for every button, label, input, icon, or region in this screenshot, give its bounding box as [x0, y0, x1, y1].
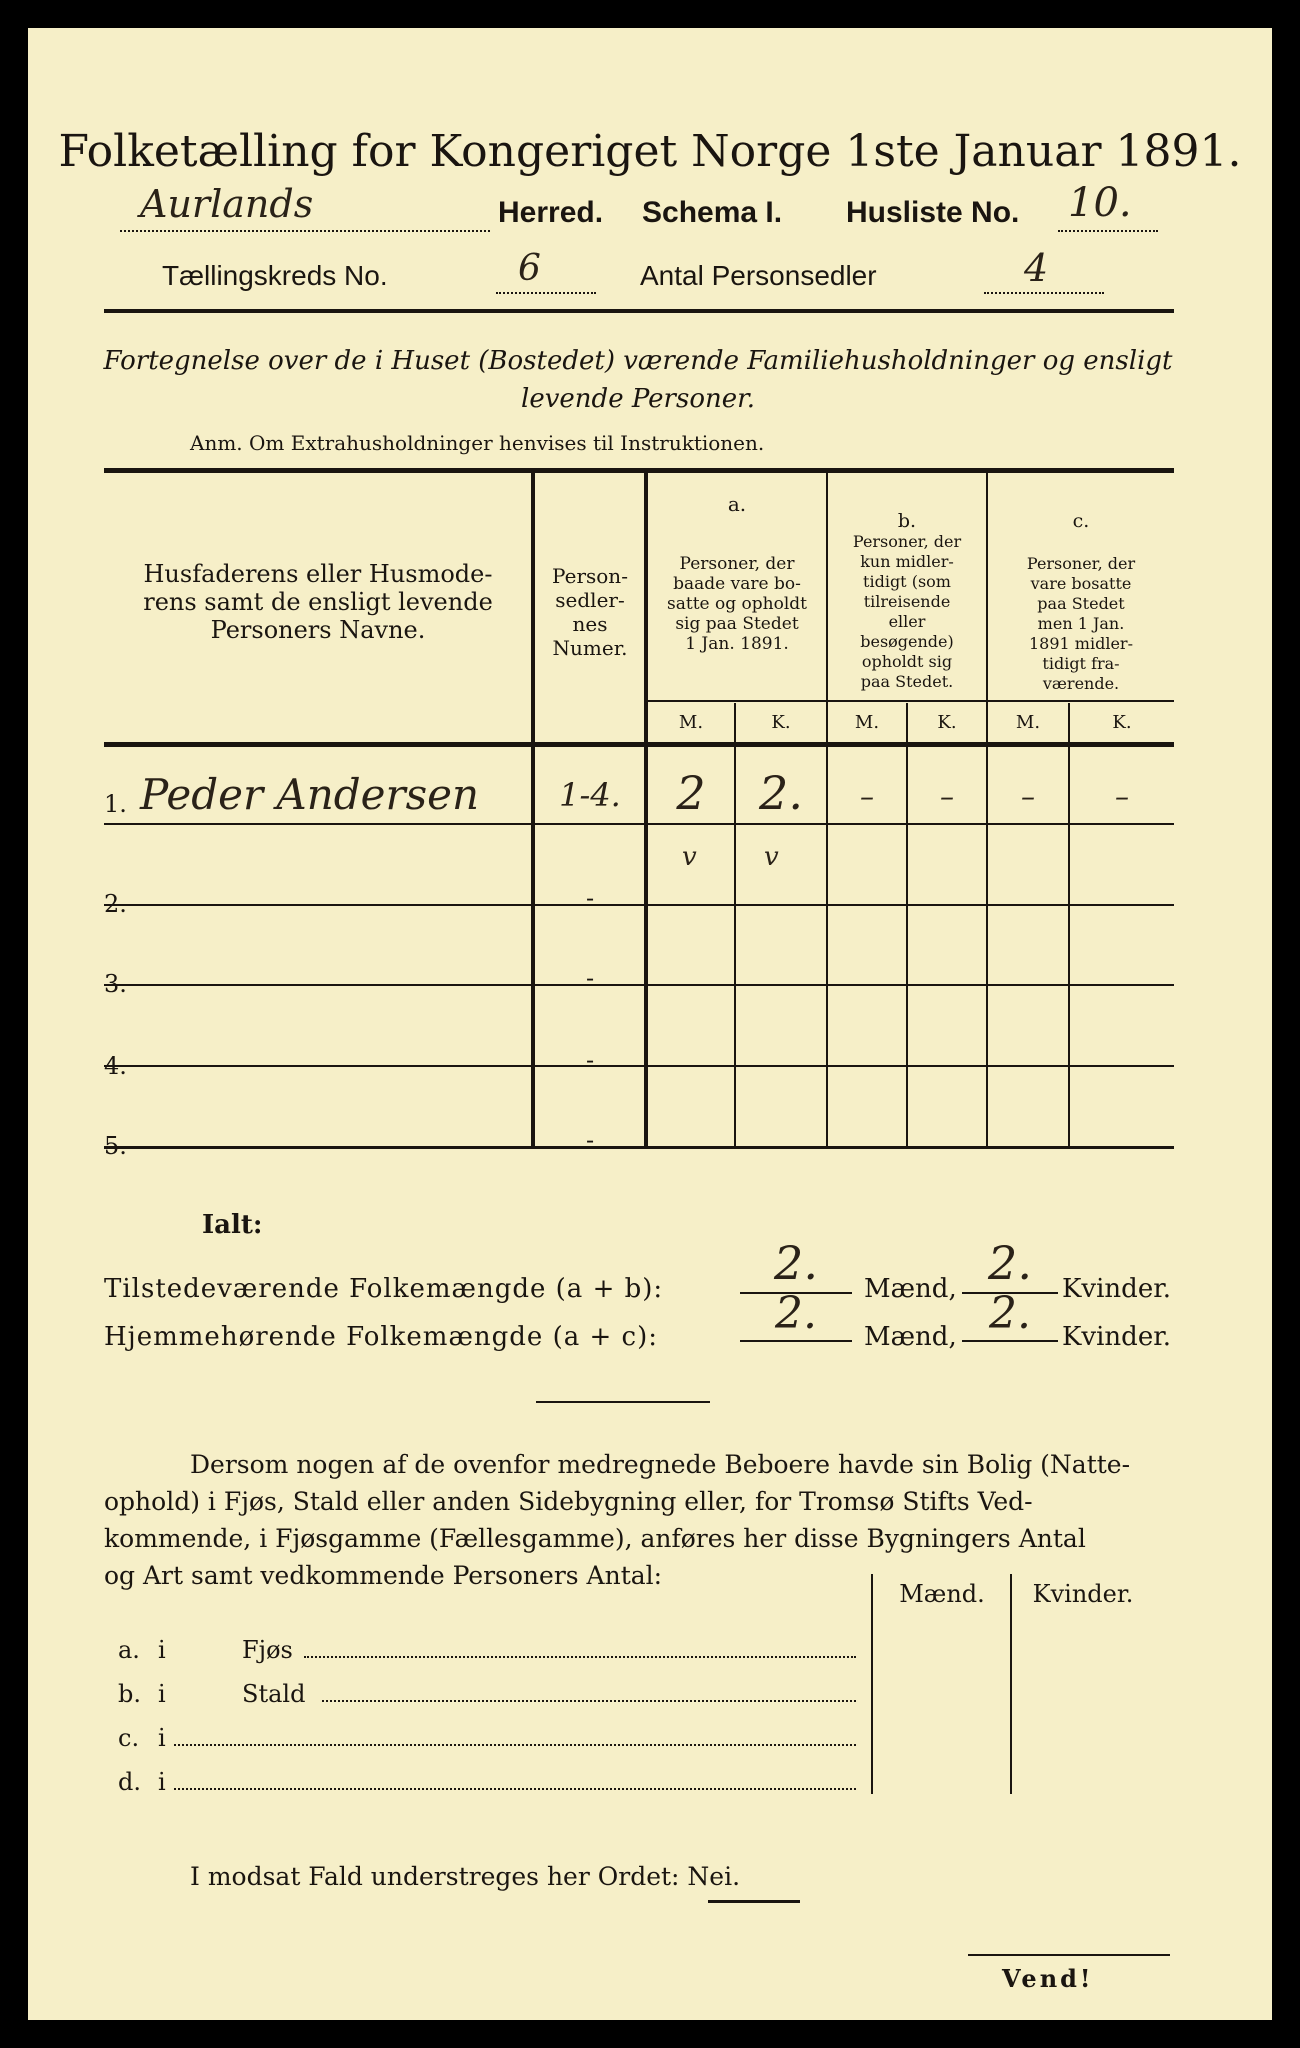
herred-value: Aurlands [140, 182, 314, 226]
col-name-header: Husfaderens eller Husmode- rens samt de ensligt levende Personers Navne. [143, 560, 493, 644]
section-divider [536, 1401, 710, 1403]
table-top-rule [104, 468, 1174, 473]
total-1-maend: Mænd, [864, 1274, 957, 1304]
total-1-kvinder: Kvinder. [1062, 1274, 1172, 1304]
herred-field [120, 182, 490, 232]
col-c-header: Personer, der vare bosatte paa Stedet men 1 Jan. 1891 midler- tidigt fra- værende. [1026, 554, 1136, 693]
antal-value: 4 [1024, 246, 1049, 290]
row-1-c-k: – [1115, 780, 1129, 813]
buildings-col-kvinder: Kvinder. [1032, 1580, 1134, 1608]
kreds-label: Tællingskreds No. [162, 260, 388, 291]
row-4-num: 4. [104, 1052, 127, 1080]
intro-line1: Fortegnelse over de i Huset (Bostedet) værende Familiehusholdninger og ensligt [103, 346, 1173, 376]
building-b-letter: b. [118, 1680, 141, 1708]
building-b-dots [322, 1698, 856, 1702]
census-form [28, 28, 1272, 2020]
row-1-check-m: v [682, 842, 697, 872]
building-a-dots [304, 1654, 856, 1658]
schema-label: Schema I. [642, 196, 783, 229]
vend-rule [968, 1954, 1170, 1956]
total-1-label: Tilstedeværende Folkemængde (a + b): [104, 1274, 664, 1304]
mk-c-m: M. [1015, 712, 1041, 733]
col-c-letter: c. [1072, 510, 1090, 532]
antal-field [984, 246, 1104, 294]
building-d-letter: d. [118, 1768, 141, 1796]
total-1-k: 2. [988, 1236, 1032, 1290]
col-num-header: Person- sedler- nes Numer. [552, 564, 628, 660]
building-b-label: Stald [242, 1680, 306, 1708]
vend-label: Vend! [1002, 1964, 1094, 1993]
row-1-a-k: 2. [759, 766, 803, 820]
col-divider-b-mk [906, 703, 908, 1146]
row-2-num: 2. [104, 890, 127, 918]
nei-underline [708, 1900, 800, 1903]
kreds-value: 6 [518, 248, 541, 289]
modsat-note: I modsat Fald understreges her Ordet: Nei. [190, 1862, 741, 1891]
col-a-header: Personer, der baade vare bo- satte og opholdt sig paa Stedet 1 Jan. 1891. [667, 554, 807, 654]
building-c-i: i [158, 1724, 166, 1752]
table-header-rule [104, 742, 1174, 747]
buildings-paragraph: Dersom nogen af de ovenfor medregnede Beboere havde sin Bolig (Natte- ophold) i Fjøs, Stald eller anden Sidebygning eller, for Tromsø Stifts Ved- kommende, i Fjøsgamme (Fællesgamme), anføres her disse Bygningers Antal og Art samt vedkommende Personers Antal: [104, 1450, 1131, 1590]
row-1-b-m: – [860, 780, 874, 813]
husliste-field [1058, 180, 1158, 232]
row-5-sedler: - [585, 1126, 595, 1154]
mk-rule [646, 700, 1174, 702]
mk-c-k: K. [1112, 712, 1132, 733]
intro-line2: levende Personer. [521, 384, 755, 414]
row-3-sedler: - [585, 964, 595, 992]
building-c-letter: c. [118, 1724, 140, 1752]
col-b-header: Personer, der kun midler- tidigt (som tilreisende eller besøgende) opholdt sig paa Stedet. [852, 532, 962, 691]
row-3-num: 3. [104, 970, 127, 998]
antal-label: Antal Personsedler [640, 260, 877, 291]
kreds-field [496, 248, 596, 294]
row-line-1 [104, 823, 1174, 825]
mk-a-k: K. [771, 712, 791, 733]
building-d-i: i [158, 1768, 166, 1796]
building-a-label: Fjøs [242, 1636, 293, 1664]
building-a-letter: a. [118, 1636, 140, 1664]
husliste-label: Husliste No. [846, 196, 1020, 229]
col-b-letter: b. [897, 510, 917, 532]
building-c-dots [174, 1742, 856, 1746]
buildings-col-maend: Mænd. [899, 1580, 985, 1608]
mk-a-m: M. [678, 712, 704, 733]
total-1-m: 2. [774, 1236, 818, 1290]
husliste-value: 10. [1068, 180, 1132, 226]
row-2-sedler: - [585, 884, 595, 912]
building-d-dots [174, 1786, 856, 1790]
form-title: Folketælling for Kongeriget Norge 1ste Januar 1891. [58, 126, 1242, 177]
header-divider [104, 309, 1174, 313]
total-2-maend: Mænd, [864, 1322, 957, 1352]
mk-b-m: M. [854, 712, 880, 733]
mk-b-k: K. [937, 712, 957, 733]
building-a-i: i [158, 1636, 166, 1664]
anm-note: Anm. Om Extrahusholdninger henvises til Instruktionen. [190, 431, 765, 455]
total-2-k-field [962, 1288, 1058, 1342]
row-1-sedler: 1-4. [559, 776, 621, 814]
row-1-a-m: 2 [676, 766, 706, 820]
herred-label: Herred. [498, 196, 604, 229]
total-2-m: 2. [775, 1288, 817, 1339]
row-1-b-k: – [940, 780, 954, 813]
row-4-sedler: - [585, 1046, 595, 1074]
building-b-i: i [158, 1680, 166, 1708]
row-1-name: Peder Andersen [140, 770, 480, 819]
buildings-divider-1 [871, 1574, 873, 1794]
row-1-num: 1. [104, 790, 127, 818]
total-2-label: Hjemmehørende Folkemængde (a + c): [104, 1322, 658, 1352]
buildings-divider-2 [1010, 1574, 1012, 1794]
total-2-k: 2. [989, 1288, 1031, 1339]
row-1-check-k: v [764, 842, 779, 872]
col-divider-c-mk [1068, 703, 1070, 1146]
col-a-letter: a. [727, 492, 747, 516]
row-1-c-m: – [1021, 780, 1035, 813]
total-2-m-field [740, 1288, 852, 1342]
ialt-label: Ialt: [202, 1210, 263, 1240]
total-2-kvinder: Kvinder. [1062, 1322, 1172, 1352]
row-5-num: 5. [104, 1132, 127, 1160]
